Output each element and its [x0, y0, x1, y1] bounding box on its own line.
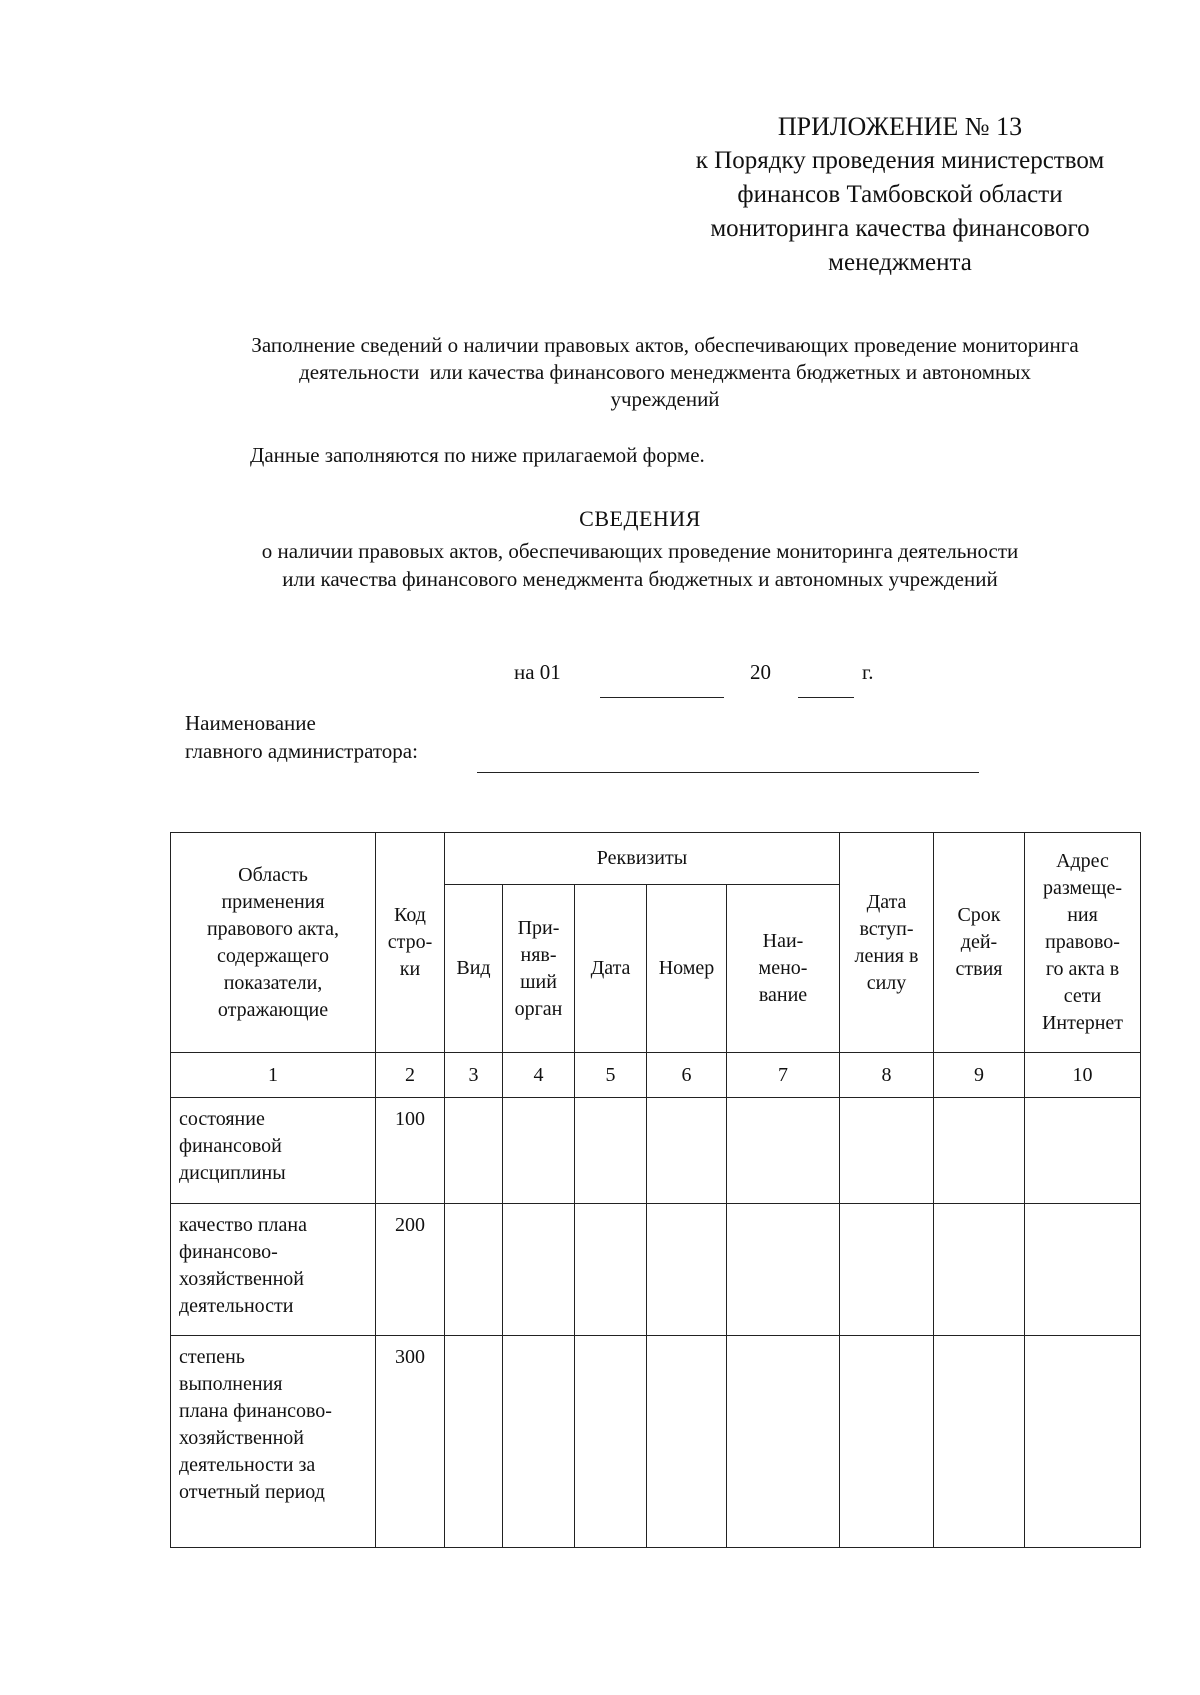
header-code: Код стро- ки [376, 833, 445, 1053]
empty-cell[interactable] [1025, 1204, 1141, 1336]
column-number: 2 [376, 1053, 445, 1098]
empty-cell[interactable] [647, 1336, 727, 1548]
empty-cell[interactable] [934, 1098, 1025, 1204]
intro-line: Заполнение сведений о наличии правовых актов, обеспечивающих проведение мониторинга [251, 333, 1079, 357]
date-year-prefix: 20 [750, 660, 771, 684]
header-rekvizity: Реквизиты [445, 833, 840, 885]
empty-cell[interactable] [503, 1336, 575, 1548]
column-numbers-row [171, 1053, 1141, 1098]
header-number: Номер [647, 885, 727, 1053]
date-month-blank [600, 697, 724, 698]
column-number: 9 [934, 1053, 1025, 1098]
empty-cell[interactable] [1025, 1336, 1141, 1548]
appendix-line: финансов Тамбовской области [737, 181, 1063, 208]
empty-cell[interactable] [503, 1098, 575, 1204]
appendix-line: к Порядку проведения министерством [695, 147, 1105, 174]
header-organ: При- няв- ший орган [503, 885, 575, 1053]
administrator-label [185, 709, 418, 765]
empty-cell[interactable] [727, 1098, 840, 1204]
empty-cell[interactable] [934, 1336, 1025, 1548]
column-number: 3 [445, 1053, 503, 1098]
subtitle-line: о наличии правовых актов, обеспечивающих проведение мониторинга деятельности [261, 539, 1019, 563]
header-name: Наи- мено- вание [727, 885, 840, 1053]
empty-cell[interactable] [647, 1098, 727, 1204]
header-entry-date: Дата вступ- ления в силу [840, 833, 934, 1053]
appendix-header [640, 110, 1160, 280]
appendix-heading: ПРИЛОЖЕНИЕ № 13 [777, 112, 1023, 141]
column-number: 6 [647, 1053, 727, 1098]
empty-cell[interactable] [840, 1098, 934, 1204]
header-date: Дата [575, 885, 647, 1053]
empty-cell[interactable] [445, 1098, 503, 1204]
header-vid: Вид [445, 885, 503, 1053]
empty-cell[interactable] [647, 1204, 727, 1336]
document-subtitle [100, 537, 1180, 593]
date-prefix: на 01 [514, 660, 561, 684]
date-year-blank [798, 697, 854, 698]
table-row [171, 1336, 1141, 1548]
column-number: 7 [727, 1053, 840, 1098]
date-suffix: г. [862, 660, 874, 684]
column-number: 5 [575, 1053, 647, 1098]
column-number: 8 [840, 1053, 934, 1098]
column-number: 1 [171, 1053, 376, 1098]
table-row [171, 1098, 1141, 1204]
row-area: качество плана финансово- хозяйственной деятельности [171, 1204, 376, 1336]
table-row [171, 1204, 1141, 1336]
empty-cell[interactable] [840, 1336, 934, 1548]
empty-cell[interactable] [575, 1336, 647, 1548]
subtitle-line: или качества финансового менеджмента бюджетных и автономных учреждений [282, 567, 998, 591]
appendix-line: менеджмента [828, 249, 972, 276]
fill-note: Данные заполняются по ниже прилагаемой форме. [250, 443, 705, 467]
administrator-label-line: главного администратора: [185, 739, 418, 763]
row-code: 100 [376, 1098, 445, 1204]
column-number: 10 [1025, 1053, 1141, 1098]
header-address: Адрес размеще- ния правово- го акта в сети Интернет [1025, 833, 1141, 1053]
empty-cell[interactable] [727, 1204, 840, 1336]
acts-table [170, 832, 1141, 1548]
administrator-label-line: Наименование [185, 711, 316, 735]
empty-cell[interactable] [727, 1336, 840, 1548]
empty-cell[interactable] [934, 1204, 1025, 1336]
row-area: степень выполнения плана финансово- хозяйственной деятельности за отчетный период [171, 1336, 376, 1548]
empty-cell[interactable] [575, 1204, 647, 1336]
document-title: СВЕДЕНИЯ [579, 506, 701, 531]
empty-cell[interactable] [503, 1204, 575, 1336]
intro-line: деятельности или качества финансового менеджмента бюджетных и автономных [299, 360, 1031, 384]
appendix-line: мониторинга качества финансового [710, 215, 1090, 242]
empty-cell[interactable] [575, 1098, 647, 1204]
empty-cell[interactable] [840, 1204, 934, 1336]
empty-cell[interactable] [1025, 1098, 1141, 1204]
intro-paragraph [170, 332, 1160, 413]
header-term: Срок дей- ствия [934, 833, 1025, 1053]
column-number: 4 [503, 1053, 575, 1098]
row-code: 200 [376, 1204, 445, 1336]
header-area: Область применения правового акта, содержащего показатели, отражающие [171, 833, 376, 1053]
row-area: состояние финансовой дисциплины [171, 1098, 376, 1204]
row-code: 300 [376, 1336, 445, 1548]
intro-line: учреждений [610, 387, 720, 411]
empty-cell[interactable] [445, 1204, 503, 1336]
administrator-blank [477, 772, 979, 773]
empty-cell[interactable] [445, 1336, 503, 1548]
